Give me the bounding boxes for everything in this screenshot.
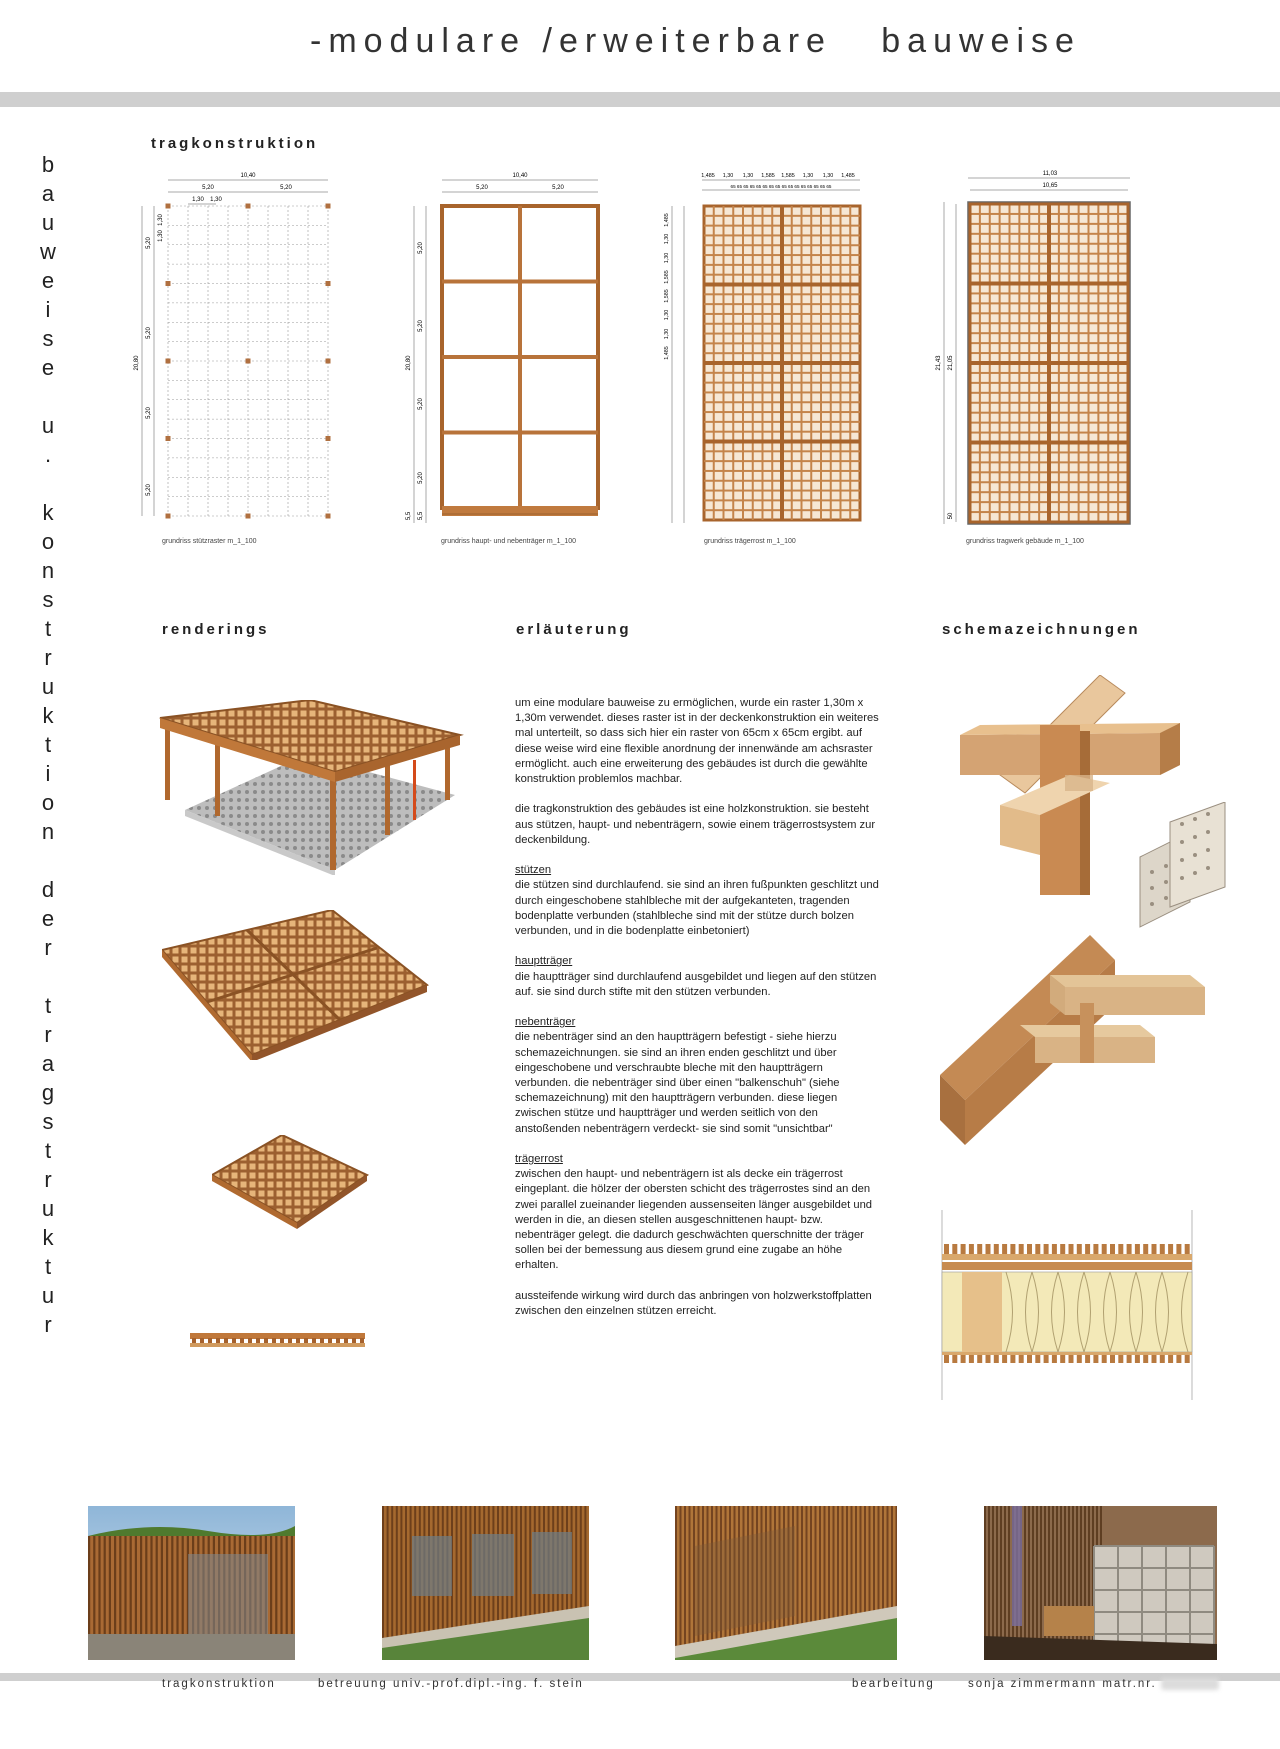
side-title-letter: a bbox=[41, 1051, 55, 1076]
plan3-dim-left: 1,30 bbox=[664, 252, 670, 264]
redacted-matriculation bbox=[1161, 1678, 1219, 1690]
footer-editing-label: bearbeitung bbox=[852, 1678, 935, 1690]
plan1-dim-left-5: 5,20 bbox=[146, 407, 152, 419]
plan1-dim-half-b: 5,20 bbox=[280, 185, 292, 191]
side-title-letter: u bbox=[41, 674, 55, 699]
plan4-dim-bottom: 50 bbox=[948, 512, 954, 520]
explanation-body: die nebenträger sind an den hauptträgern befestigt - siehe hierzu schemazeichnungen. sie sind an ihren enden geschlitzt und über eingeschobene und verschraubte bleche mit den hauptträgern verbunden. die nebenträger sind über einen "balkenschuh" (siehe schemazeichnung) mit den hauptträgern verbunden. diese liegen zwischen stütze und hauptträger und werden seitlich von den anstoßenden nebenträgern verdeckt- sie sind somit "unsichtbar" bbox=[515, 1031, 840, 1135]
plan2-dim-left-6: 5,5 bbox=[418, 511, 424, 521]
side-title-letter: r bbox=[44, 935, 52, 960]
schema-balkenschuh bbox=[1130, 802, 1230, 932]
side-title-letter: k bbox=[42, 500, 54, 525]
footer-author-name: sonja zimmermann matr.nr. bbox=[968, 1678, 1157, 1691]
plan3-dim-top: 1,30 bbox=[802, 173, 814, 179]
photo-interior bbox=[984, 1506, 1217, 1660]
plan1-dim-height: 20,80 bbox=[134, 355, 140, 371]
side-title-letter: t bbox=[44, 1138, 52, 1163]
plan1-dim-left-4: 5,20 bbox=[146, 327, 152, 339]
plan3-dim-top: 1,30 bbox=[722, 173, 734, 179]
plan4-dim-height-inner: 21,05 bbox=[948, 355, 954, 371]
plan2-dim-width: 10,40 bbox=[512, 173, 528, 179]
plan2-dim-left-5: 5,5 bbox=[406, 511, 412, 521]
side-title-letter: t bbox=[44, 616, 52, 641]
plan3-dim-top: 1,30 bbox=[822, 173, 834, 179]
side-title-letter: u bbox=[41, 413, 55, 438]
section-renderings: renderings bbox=[162, 621, 270, 638]
explanation-body: um eine modulare bauweise zu ermöglichen, wurde ein raster 1,30m x 1,30m verwendet. dieses raster ist in der deckenkonstruktion ein weiteres mal unterteilt, so dass sich hier ein raster von 65cm x 65cm ergibt. auf diese weise wird eine flexible anordnung der innenwände am achsraster ermöglicht. auch eine erweiterung des gebäudes ist durch die gewählte konstruktion problemlos machbar. bbox=[515, 697, 879, 786]
side-title-letter: u bbox=[41, 210, 55, 235]
plan3-dim-top: 1,30 bbox=[742, 173, 754, 179]
explanation-body: zwischen den haupt- und nebenträgern ist als decke ein trägerrost eingeplant. die hölzer der obersten schicht des trägerrostes sind an den zwei parallel zueinander liegenden aussenseiten länger ausgebildet und werden in die, an diesen stellen ausgeschnittenen haupt- bzw. nebenträger gelegt. die dadurch geschwächten querschnitte der träger sollen bei der bemessung aus diesem grund eine zugabe an höhe erhalten. bbox=[515, 1168, 873, 1272]
plan2-dim-left-2: 5,20 bbox=[418, 320, 424, 332]
plan-tragwerk-gebaeude bbox=[930, 168, 1140, 528]
side-title-letter: g bbox=[41, 1080, 55, 1105]
side-title-letter: s bbox=[42, 1109, 54, 1134]
explanation-text bbox=[515, 696, 880, 1319]
side-title-letter: o bbox=[41, 790, 55, 815]
plan2-dim-height: 20,80 bbox=[406, 355, 412, 371]
header-divider bbox=[0, 92, 1280, 107]
rendering-traegerrost-side bbox=[190, 1330, 365, 1352]
plan2-dim-left-3: 5,20 bbox=[418, 398, 424, 410]
explanation-body: die tragkonstruktion des gebäudes ist eine holzkonstruktion. sie besteht aus stützen, haupt- und nebenträgern, sowie einem trägerrostsystem zur deckenbildung. bbox=[515, 803, 876, 846]
rendering-traegerrost-module bbox=[212, 1135, 372, 1230]
plan3-dim-top: 1,585 bbox=[781, 173, 795, 179]
plan3-dim-left: 1,30 bbox=[664, 233, 670, 245]
plan3-dim-top: 1,585 bbox=[761, 173, 775, 179]
explanation-heading: hauptträger bbox=[515, 955, 573, 968]
side-title-letter: a bbox=[41, 181, 55, 206]
side-title-letter: u bbox=[41, 1196, 55, 1221]
side-title-letter: w bbox=[40, 239, 56, 264]
side-title-letter: r bbox=[44, 1312, 52, 1337]
plan4-dim-height-outer: 21,43 bbox=[936, 355, 942, 371]
photo-facade-1 bbox=[88, 1506, 295, 1660]
plan1-dim-left-1: 5,20 bbox=[146, 237, 152, 249]
explanation-paragraph bbox=[515, 802, 880, 848]
plan1-dim-module-a: 1,30 bbox=[192, 197, 204, 203]
plan2-dim-half-b: 5,20 bbox=[552, 185, 564, 191]
side-title-letter: s bbox=[42, 326, 54, 351]
explanation-paragraph bbox=[515, 696, 880, 787]
photo-facade-2 bbox=[382, 1506, 589, 1660]
plan4-dim-width-outer: 11,03 bbox=[1042, 171, 1058, 177]
side-title-letter: n bbox=[41, 819, 55, 844]
side-title-letter: r bbox=[44, 1022, 52, 1047]
plan3-dim-top: 1,485 bbox=[841, 173, 855, 179]
explanation-heading: stützen bbox=[515, 864, 552, 877]
plan3-dim-left: 1,485 bbox=[664, 213, 670, 227]
rendering-traegerrost-top bbox=[162, 910, 432, 1060]
plan3-dim-left: 1,585 bbox=[664, 289, 670, 303]
section-tragkonstruktion: tragkonstruktion bbox=[151, 135, 319, 152]
schema-nebentraeger-joint bbox=[940, 935, 1210, 1145]
plan3-caption: grundriss trägerrost m_1_100 bbox=[704, 538, 796, 545]
side-title-letter: t bbox=[44, 1254, 52, 1279]
side-title-letter: . bbox=[44, 442, 52, 467]
explanation-paragraph bbox=[515, 1289, 880, 1319]
plan1-dim-left-6: 5,20 bbox=[146, 484, 152, 496]
plan1-caption: grundriss stützraster m_1_100 bbox=[162, 538, 257, 545]
plan2-dim-half-a: 5,20 bbox=[476, 185, 488, 191]
plan4-caption: grundriss tragwerk gebäude m_1_100 bbox=[966, 538, 1084, 545]
explanation-body: die stützen sind durchlaufend. sie sind an ihren fußpunkten geschlitzt und durch eingeschobene stahlbleche mit der aufgekanteten, tragenden bodenplatte verbunden (stahlbleche sind mit der stütze durch bolzen verbunden, und in die bodenplatte einbetoniert) bbox=[515, 879, 879, 938]
plan3-dim-left: 1,585 bbox=[664, 270, 670, 284]
section-erlaeuterung: erläuterung bbox=[516, 621, 632, 638]
explanation-body: die hauptträger sind durchlaufend ausgebildet und liegen auf den stützen auf. sie sind durch stifte mit den stützen verbunden. bbox=[515, 970, 877, 998]
plan2-dim-left-4: 5,20 bbox=[418, 472, 424, 484]
side-title-letter: e bbox=[41, 355, 55, 380]
side-title-letter: t bbox=[44, 993, 52, 1018]
plan4-dim-width-inner: 10,65 bbox=[1042, 183, 1058, 189]
plan2-caption: grundriss haupt- und nebenträger m_1_100 bbox=[441, 538, 577, 545]
side-title-letter: b bbox=[41, 152, 55, 177]
footer-author bbox=[968, 1678, 1219, 1690]
rendering-structure-perspective bbox=[155, 700, 465, 875]
side-title-letter: i bbox=[45, 761, 51, 786]
schema-deck-section bbox=[940, 1210, 1200, 1400]
explanation-heading: trägerrost bbox=[515, 1153, 563, 1166]
plan1-dim-module-b: 1,30 bbox=[210, 197, 222, 203]
plan3-dim-small: 65 65 65 65 65 65 65 65 65 65 65 65 65 65 65 65 bbox=[730, 184, 832, 189]
side-title-letter: n bbox=[41, 558, 55, 583]
explanation-paragraph bbox=[515, 863, 880, 939]
plan3-dim-left: 1,485 bbox=[664, 346, 670, 360]
page-title: -modulare /erweiterbare bauweise bbox=[310, 22, 1081, 60]
photo-facade-3 bbox=[675, 1506, 897, 1660]
plan3-dim-left: 1,30 bbox=[664, 309, 670, 321]
plan-traegerrost bbox=[660, 168, 870, 528]
side-title-letter: d bbox=[41, 877, 55, 902]
explanation-body: aussteifende wirkung wird durch das anbringen von holzwerkstoffplatten zwischen den einzelnen stützen erreicht. bbox=[515, 1289, 872, 1318]
plan2-dim-left-1: 5,20 bbox=[418, 242, 424, 254]
side-title-letter: e bbox=[41, 268, 55, 293]
plan-stuetzraster bbox=[128, 168, 338, 528]
side-title-letter: r bbox=[44, 645, 52, 670]
footer-topic: tragkonstruktion bbox=[162, 1678, 276, 1690]
side-title-letter: o bbox=[41, 529, 55, 554]
side-title-letter: r bbox=[44, 1167, 52, 1192]
plan1-dim-left-3: 1,30 bbox=[158, 230, 164, 242]
plan1-dim-width: 10,40 bbox=[240, 173, 256, 179]
side-title-letter: k bbox=[42, 1225, 54, 1250]
explanation-heading: nebenträger bbox=[515, 1016, 576, 1029]
side-title-letter: i bbox=[45, 297, 51, 322]
plan-haupt-nebentraeger bbox=[400, 168, 610, 528]
explanation-paragraph bbox=[515, 1152, 880, 1274]
footer-supervision: betreuung univ.-prof.dipl.-ing. f. stein bbox=[318, 1678, 584, 1690]
plan1-dim-left-2: 1,30 bbox=[158, 214, 164, 226]
plan3-dim-left: 1,30 bbox=[664, 328, 670, 340]
plan1-dim-half-a: 5,20 bbox=[202, 185, 214, 191]
side-title-letter: e bbox=[41, 906, 55, 931]
side-title-letter: u bbox=[41, 1283, 55, 1308]
side-title-letter: k bbox=[42, 703, 54, 728]
section-schemazeichnungen: schemazeichnungen bbox=[942, 621, 1141, 638]
side-title-letter: s bbox=[42, 587, 54, 612]
side-title-letter: t bbox=[44, 732, 52, 757]
explanation-paragraph bbox=[515, 1015, 880, 1137]
plan3-dim-top: 1,485 bbox=[701, 173, 715, 179]
explanation-paragraph bbox=[515, 954, 880, 1000]
